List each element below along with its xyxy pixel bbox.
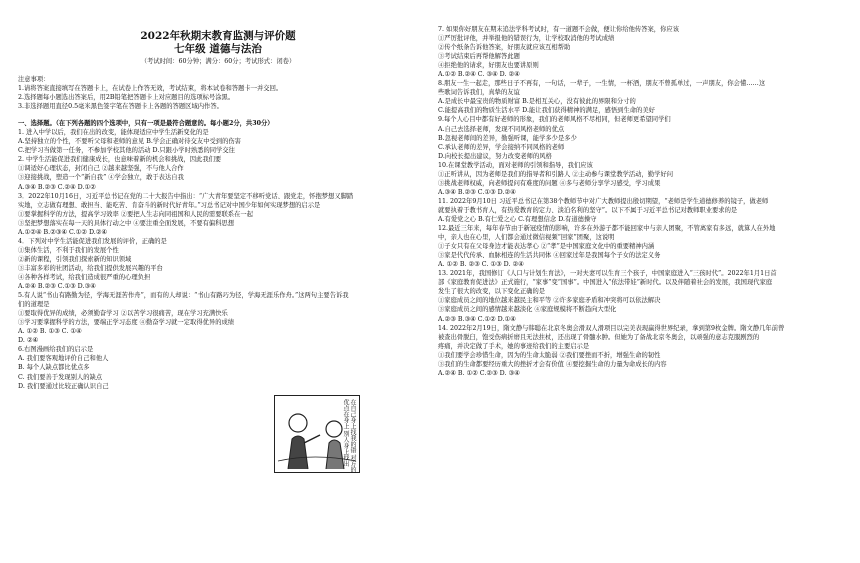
question-line: A. 我们要客观地评价自己和他人 [18,355,109,363]
question-line: ③学习要掌握科学的方法，要端正学习态度 ④勤奋学习就一定取得优异的成绩 [18,319,235,327]
question-line: A. ①② B. ①③ C. ①④ [18,328,82,336]
question-line: A.是成长中最宝贵的物质财富 B.是相互关心，没有彼此的界限和分寸的 [438,98,636,106]
question-line: ④各种各样考试，给我们造成很严重的心理负担 [18,273,151,281]
exam-meta: （考试时间：60分钟；满分：60分；考试形式：闭卷） [140,58,296,65]
question-line: 些歌词告诉我们，真挚的友谊 [438,89,520,97]
question-line: C.把学习当做第一任务，不参加学校其他的活动 D.只跟小学时熟悉的同学交往 [18,147,235,155]
question-line: ③丰富多彩的社团活动，给我们提供发展兴趣的平台 [18,264,163,272]
cartoon-text-2: 对方的优点在身上 [342,399,356,473]
question-line: C.能提高我们的物质生活水平 D.能让我们获得精神的满足，感悟到生命的美好 [438,107,655,115]
question-line: 6.右图漫画给我们的启示是 [18,346,94,354]
question-line: D.向校长提出建议，努力改变老师的风格 [438,152,552,160]
question-line: ③考试结束后再帮他解答此题 [438,53,520,61]
cartoon-text-3: 别人身上找出 [342,430,349,467]
question-line: 1. 进入中学以后，我们在出的改变，能体现适应中学生活新变化的是 [18,129,209,137]
question-line: 4．下列对中学生活能促进我们发展的评价，正确的是 [18,237,167,245]
question-line: 9.每个人心目中都有好老师的形象，我们的老师风格不尽相同，但老师更希望同学们 [438,116,671,124]
question-line: A.坚持独立的个性，不要听父母和老师的意见 B.学会正确对待交友中受到的伤害 [18,138,241,146]
notice-line: 注意事项： [18,76,50,83]
question-line: B.忽视老师间的差异，勤强听课，能学多少是多少 [438,134,577,142]
question-line: ①集体生活，不利于我们的发展个性 [18,246,119,254]
left-questions [18,119,418,390]
question-line: ①正听讲从，因为老师是我们的指导者和引路人 ②主动参与课堂教学活动，勤学好问 [438,170,673,178]
question-line: 10.在课堂教学活动，面对老师的引领和指导，我们应该 [438,161,593,169]
question-line: 们的道理是 [18,301,50,309]
question-line: ①家庭成员之间的地位越来越民主和平等 ②许多家庭矛盾和冲突将可以依法解决 [438,297,661,305]
right-questions [438,25,848,378]
right-column [438,0,848,378]
question-line: 一、选择题。（在下列各题的四个选项中，只有一项是最符合题意的。每小题2分，共30分） [18,120,274,128]
question-line: 5.有人说“书山有路勤为径，学海无涯苦作舟”，而有的人却说：“书山有路巧为径，学海无涯乐作舟。”这两句主要告诉我 [18,292,349,300]
question-line: 发生了很大的改变，以下变化正确的是 [438,288,546,296]
question-line: A.①② B.②④ C. ③④ D. ②④ [438,71,520,79]
question-line: ③坚把梦想落实在每一天的具体行动之中 ④要注重全面发展，不要有偏科思想 [18,219,235,227]
question-line: 7. 如果你好朋友在期末追法学科考试时，有一道题不会做，便让你给他传答案，你应该 [438,26,679,33]
page-subtitle: 七年级 道德与法治 [174,43,262,55]
question-line: ①调适好心理状态，封闭自己 ②越来越坚强，不与他人合作 [18,165,184,173]
question-line: 8.朋友一生一起走，那些日子不再有，一句话，一辈子，一生情，一杯酒，朋友不曾孤单过，一声朋友，你会懂……这 [438,80,766,88]
question-line: C.承认老师的差异，学会接纳不同风格的老师 [438,143,565,151]
question-line: A.①②④ B.②③④ C.①② D.②④ [18,228,108,236]
question-line: 中，亲人也在心里，人们都会通过微信视频“回家”团聚，这说明 [438,234,615,242]
question-line: 2. 中学生活能促进我们健康成长，也意味着新的机会和挑战，因此我们要 [18,156,222,164]
notice-line: 2.选择题每小题选出答案后，用2B铅笔把答题卡上对应题目的选项标号涂黑。 [18,94,235,102]
question-line: ①子女只有在父母身边才能表达孝心 ②“孝”是中国家庭文化中的重要精神内涵 [438,243,655,251]
question-line: ③家是代代传承、血脉相连的生活共同体 ④回家过年是我国每个子女的法定义务 [438,252,661,260]
question-line: ①我们要学会珍惜生命，因为的生命太脆弱 ②我们要挫而不折，增强生命的韧性 [438,351,661,359]
question-line: 实地，立志做有理想、敢担当、能吃苦、肯奋斗的新时代好青年。”习总书记对中国少年如何实现梦想的启示是 [18,201,321,209]
question-line: 11. 2022年9月10日 习近平总书记在第38个教师节中对广大教师提出殷切期望，“老师是学生道德修养的镜子，做老师 [438,197,769,205]
question-line: ②传个纸条告诉他答案，好朋友就应该互相帮助 [438,44,571,52]
question-line: 14. 2022年2月19日，隋文静与韩聪在北京冬奥会滑双人滑项目以完美表现赢得世界纪录，拿到第9枚金牌。隋文静几年前曾 [438,324,785,332]
question-line: A.②④ B.②③ C.①③ D.③④ [18,283,96,291]
notice-line: 1.请将答案直接填写在答题卡上，在试卷上作答无效，考试结束，将本试卷和答题卡一并交回。 [18,85,283,93]
question-line: ③迎接挑战，塑造一个“新自我” ④学会独立，敢于表达自我 [18,174,184,182]
page-title: 2022年秋期末教育监测与评价题 [140,30,296,42]
question-line: A.有爱党之心 B.有仁爱之心 C.有理想信念 D.有道德操守 [438,215,597,223]
question-line: 3．2022年10月16日，习近平总书记在党的二十大报告中指出：“广大青年要坚定不移听党话、跟党走，怀抱梦想又脚踏 [18,192,354,200]
question-line: 部《家庭教育促进法》正式施行，“家事”变“国事”。中国进入“依法带娃”新时代。以及伴随着社会的发展，我国现代家庭 [438,279,773,287]
question-line: ②新的课程，引领我们探索新的知识领域 [18,255,132,263]
notice-block [18,75,418,111]
question-line: B. 每个人缺点都比优点多 [18,364,90,372]
question-line: C. 我们要善于发现别人的缺点 [18,373,103,381]
question-line: 疼痛，并决定做了手术，她的事迹给我们的主要启示是 [438,342,590,350]
question-line: A. ①② B. ②③ C. ①③ D. ②④ [438,261,524,269]
notice-line: 3.非选择题用直径0.5毫米黑色签字笔在答题卡上各题的答题区域内作答。 [18,103,223,111]
question-line: 被查出骨脱臼，饱受伤病折磨且无法拄杖，还出现了骨髓水肿。但她为了备战北京冬奥会，以顽强的意志克服剧烈的 [438,333,760,341]
question-line: ③家庭成员之间的感情越来越淡化 ④家庭规模将不断趋向大型化 [438,306,617,314]
question-line: 13. 2021年，我国修订《人口与计划生育法》，一对夫妻可以生育三个孩子，中国家庭进入“三孩时代”。2022年1月1日首 [438,270,777,278]
question-line: A.③④ B.②③ C.①③ D.②④ [438,188,516,196]
cartoon-text-1: 在自己身上找我的错 [349,399,356,453]
cartoon-caption [314,399,356,473]
question-line: A.②④ B. ①② C.②③ D. ③④ [438,369,520,377]
question-line: ④拒绝他的请求，好朋友也要讲原则 [438,62,539,70]
question-line: D. ②④ [18,337,39,345]
question-line: A.③④ B.②③ C.②④ D.①② [18,183,96,191]
left-column [18,0,418,391]
question-line: A.②③ B.③④ C.①② D.①④ [438,315,516,323]
question-line: 12.最近三年来，每年春节由于新冠疫情的影响，许多在外游子都不能回家中与亲人团聚，不管离家有多远，就算人在外地 [438,225,776,233]
question-line: ③挑战老师权威，向老师提问有难度的问题 ④多与老师分享学习感受，学习成果 [438,179,661,187]
question-line: ①严厉批评他，并举报他的错误行为，让学校取消他的考试成绩 [438,35,615,43]
question-line: ①要掌握科学的方法，提高学习效率 ②要把人生志向同祖国和人民的需要联系在一起 [18,210,253,218]
cartoon-image [274,395,360,473]
question-line: D. 我们要通过比较正确认识自己 [18,382,109,390]
question-line: A.自己去选择老师，发现不同风格老师的优点 [438,125,565,133]
question-line: 就要执着于教书育人，有热爱教育的定力、淡泊名利的坚守”。以下不属于习近平总书记对教师职业要求的是 [438,206,738,214]
question-line: ①要取得优异的成绩，必须勤奋学习 ②以苦学习很痛苦，现在学习充满快乐 [18,310,228,318]
question-line: ③我们的生命都要经历重大的挫折才会有价值 ④要挖掘生命的力量为命成长的内容 [438,360,667,368]
